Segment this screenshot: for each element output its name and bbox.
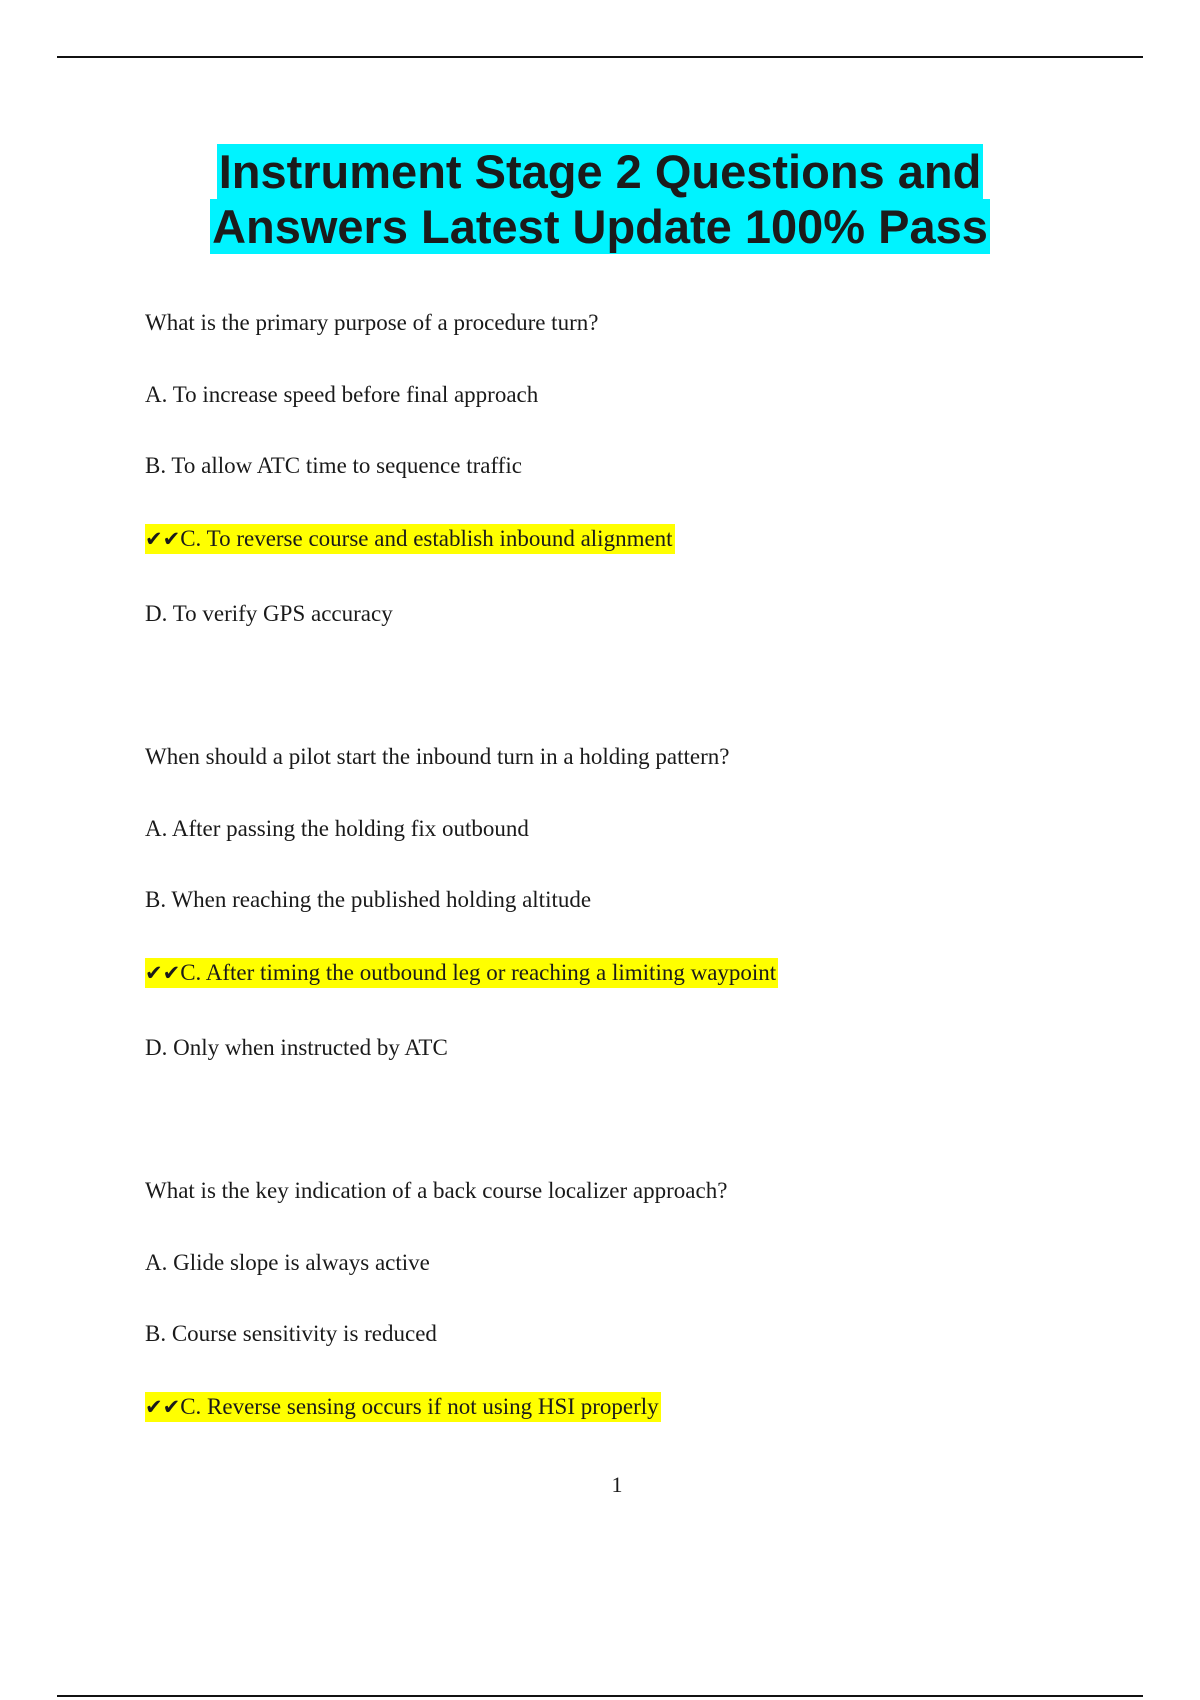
answer-highlight [145,1392,661,1422]
option-d: D. To verify GPS accuracy [145,601,393,626]
question-block-1 [145,310,1105,627]
title-line-2: Answers Latest Update 100% Pass [212,200,988,253]
question-block-3 [145,1178,1105,1422]
answer-highlight [145,524,675,554]
option-a: A. Glide slope is always active [145,1250,430,1275]
page-number: 1 [611,1472,623,1497]
option-a: A. After passing the holding fix outbound [145,816,529,841]
option-b: B. When reaching the published holding altitude [145,887,592,912]
option-c-text: C. After timing the outbound leg or reaching a limiting waypoint [180,960,777,985]
document-title [0,144,1200,254]
answer-highlight [145,958,778,988]
bottom-rule [57,1695,1143,1697]
double-check-icon: ✔✔ [145,1395,181,1419]
title-line-1: Instrument Stage 2 Questions and [218,145,982,198]
question-text: When should a pilot start the inbound turn in a holding pattern? [145,744,730,769]
option-c-correct [145,1392,1105,1422]
question-text: What is the primary purpose of a procedure turn? [145,310,599,335]
option-c-correct [145,958,1105,988]
option-c-text: C. To reverse course and establish inbound alignment [180,526,673,551]
double-check-icon: ✔✔ [145,527,181,551]
option-c-text: C. Reverse sensing occurs if not using HSI properly [180,1394,659,1419]
option-b: B. To allow ATC time to sequence traffic [145,453,522,478]
option-c-correct [145,524,1105,554]
option-d: D. Only when instructed by ATC [145,1035,448,1060]
option-b: B. Course sensitivity is reduced [145,1321,437,1346]
question-block-2 [145,744,1105,1061]
questions-list [145,310,1105,1422]
option-a: A. To increase speed before final approach [145,382,539,407]
top-rule [57,56,1143,58]
double-check-icon: ✔✔ [145,961,181,985]
question-text: What is the key indication of a back course localizer approach? [145,1178,728,1203]
